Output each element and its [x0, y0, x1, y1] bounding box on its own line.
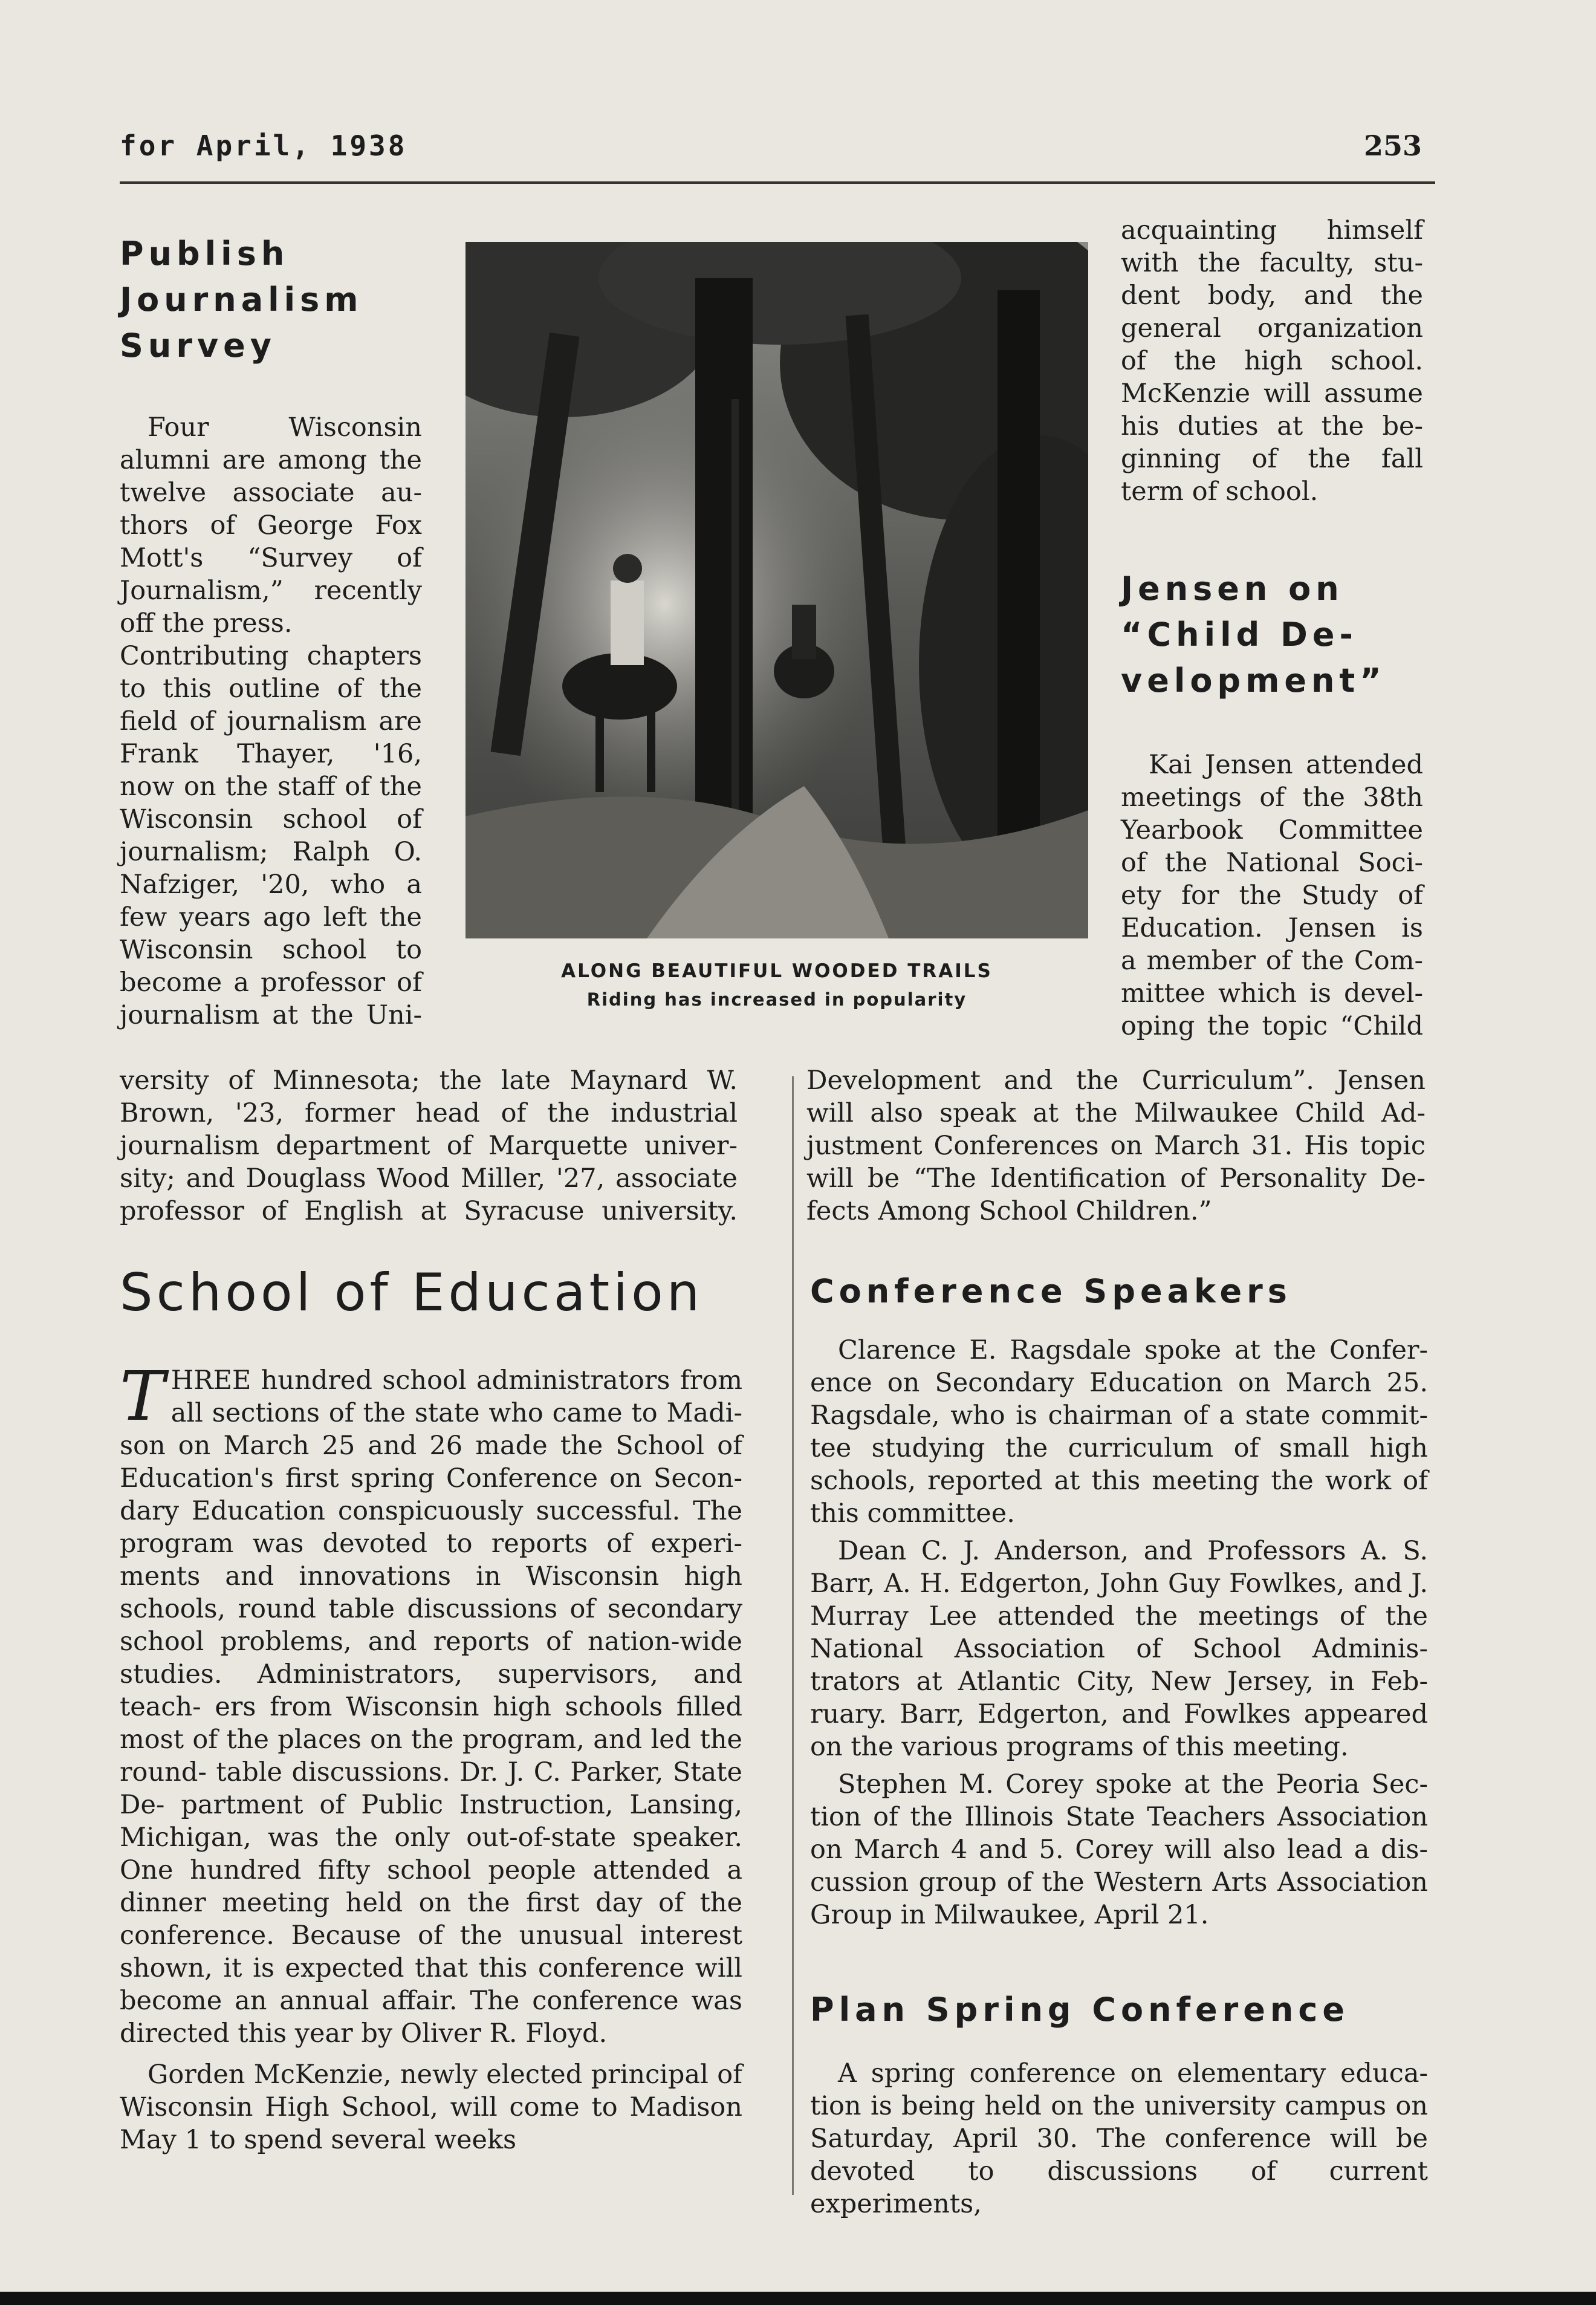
text-line: Wisconsin school to [120, 935, 422, 965]
text-line: term of school. [1121, 476, 1319, 507]
text-line: will be “The Identification of Personality De- [806, 1163, 1426, 1194]
jensen-title-line: “Child De- [1121, 616, 1358, 654]
page-number: 253 [1364, 129, 1422, 162]
header-rule [120, 181, 1435, 184]
publish-title-line: Survey [120, 327, 276, 365]
text-line: Yearbook Committee [1121, 815, 1423, 845]
text-line: versity of Minnesota; the late Maynard W. [120, 1065, 738, 1096]
running-header-left: for April, 1938 [120, 129, 407, 162]
spring-paragraph-1: A spring conference on elementary educa- tion is being held on the university campus on Saturday, April 30. The conference will be devoted to discussions of current experiments, [810, 2058, 1428, 2219]
text-line: few years ago left the [120, 902, 422, 932]
photo-caption-title: ALONG BEAUTIFUL WOODED TRAILS [561, 960, 993, 982]
text-line: ginning of the fall [1121, 444, 1423, 474]
text-line: fects Among School Children.” [806, 1196, 1212, 1226]
jensen-full-text [806, 1064, 1426, 1227]
text-line: professor of English at Syracuse university. [120, 1196, 738, 1226]
conference-paragraph-1: Clarence E. Ragsdale spoke at the Confer- ence on Secondary Education on March 25. Ragsdale, who is chairman of a state commit- tee studying the curriculum of small high schools, reported at this meeting the work of this committee. [810, 1335, 1428, 1529]
column-divider [792, 1076, 794, 2195]
text-line: thors of George Fox [120, 510, 422, 541]
text-line: Brown, '23, former head of the industrial [120, 1098, 738, 1128]
text-line: meetings of the 38th [1121, 782, 1423, 813]
text-line: journalism; Ralph O. [120, 837, 422, 867]
school-of-education-title: School of Education [120, 1263, 704, 1323]
publish-title-line: Journalism [120, 281, 363, 319]
text-line: oping the topic “Child [1121, 1011, 1423, 1041]
school-article [120, 1357, 742, 2156]
scan-bottom-edge [0, 2292, 1596, 2305]
text-line: will also speak at the Milwaukee Child Ad- [806, 1098, 1426, 1128]
school-paragraph-2: Gorden McKenzie, newly elected principal of Wisconsin High School, will come to Madison May 1 to spend several weeks [120, 2060, 742, 2155]
school-paragraph-1 [120, 1357, 742, 2050]
publish-full-text [120, 1064, 738, 1227]
text-line: of the high school. [1121, 346, 1423, 376]
photo-illustration [465, 242, 1088, 938]
text-line: journalism department of Marquette univer- [120, 1131, 738, 1161]
text-line: McKenzie will assume [1121, 379, 1423, 409]
publish-narrow-text [120, 411, 422, 1032]
jensen-title-line: Jensen on [1121, 570, 1344, 608]
text-line: alumni are among the [120, 445, 422, 475]
text-line: Frank Thayer, '16, [120, 739, 422, 769]
text-line: ety for the Study of [1121, 880, 1423, 911]
text-line: his duties at the be- [1121, 411, 1423, 441]
text-line: field of journalism are [120, 706, 422, 736]
text-line: Mott's “Survey of [120, 543, 422, 573]
text-line: sity; and Douglass Wood Miller, '27, associate [120, 1163, 738, 1194]
wooded-trail-photo [465, 242, 1088, 938]
text-line: a member of the Com- [1121, 946, 1423, 976]
text-line: Wisconsin school of [120, 804, 422, 834]
text-line: acquainting himself [1121, 215, 1423, 245]
spring-article [810, 2057, 1428, 2220]
text-line: journalism at the Uni- [120, 1000, 422, 1030]
jensen-narrow-text [1121, 749, 1423, 1042]
jensen-title-line: velopment” [1121, 662, 1386, 700]
plan-spring-conference-title: Plan Spring Conference [810, 1991, 1349, 2029]
text-line: Nafziger, '20, who a [120, 870, 422, 900]
conference-paragraph-3: Stephen M. Corey spoke at the Peoria Sec- tion of the Illinois State Teachers Association on March 4 and 5. Corey will also lead a dis- cussion group of the Western Arts Association Group in Milwaukee, April 21. [810, 1769, 1428, 1930]
text-line: Four Wisconsin [148, 412, 422, 443]
text-line: become a professor of [120, 967, 422, 998]
text-line: Kai Jensen attended [1149, 750, 1423, 780]
publish-title-line: Publish [120, 235, 290, 273]
text-line: Education. Jensen is [1121, 913, 1423, 943]
text-line: off the press. [120, 608, 293, 639]
text-line: with the faculty, stu- [1121, 248, 1423, 278]
conference-paragraph-2: Dean C. J. Anderson, and Professors A. S. Barr, A. H. Edgerton, John Guy Fowlkes, and J. Murray Lee attended the meetings of the National Association of School Adminis- trators at Atlantic City, New Jersey, in Feb- ruary. Barr, Edgerton, and Fowlkes appeared on the various programs of this meeting. [810, 1536, 1428, 1762]
drop-cap: T [120, 1357, 165, 1436]
text-line: Development and the Curriculum”. Jensen [806, 1065, 1426, 1096]
text-line: Journalism,” recently [120, 576, 422, 606]
text-line: dent body, and the [1121, 281, 1423, 311]
school-paragraph-1-text: HREE hundred school administrators from all sections of the state who came to Madi- son on March 25 and 26 made the School of Education's first spring Conference on Secon- dary Education conspicuously successful. The program was devoted to reports of experi- ments and innovations in Wisconsin high schools, round table discussions of secondary school problems, and reports of nation-wide studies. Administrators, supervisors, and teach- ers from Wisconsin high schools filled most of the places on the program, and led the round- table discussions. Dr. J. C. Parker, State De- partment of Public Instruction, Lansing, Michigan, was the only out-of-state speaker. One hundred fifty school people attended a dinner meeting held on the first day of the conference. Because of the unusual interest shown, it is expected that this conference will become an annual affair. The conference was directed this year by Oliver R. Floyd. [120, 1365, 742, 2049]
text-line: of the National Soci- [1121, 848, 1423, 878]
text-line: twelve associate au- [120, 478, 422, 508]
photo-caption-subtitle: Riding has increased in popularity [586, 989, 967, 1010]
mckenzie-continued-text [1121, 214, 1423, 508]
conference-speakers-title: Conference Speakers [810, 1272, 1292, 1310]
conference-article [810, 1334, 1428, 1931]
text-line: general organization [1121, 313, 1423, 343]
text-line: justment Conferences on March 31. His topic [806, 1131, 1426, 1161]
text-line: Contributing chapters [120, 641, 422, 671]
jensen-title [1121, 566, 1423, 704]
text-line: to this outline of the [120, 674, 422, 704]
text-line: now on the staff of the [120, 772, 422, 802]
publish-title [120, 231, 434, 369]
text-line: mittee which is devel- [1121, 978, 1423, 1009]
